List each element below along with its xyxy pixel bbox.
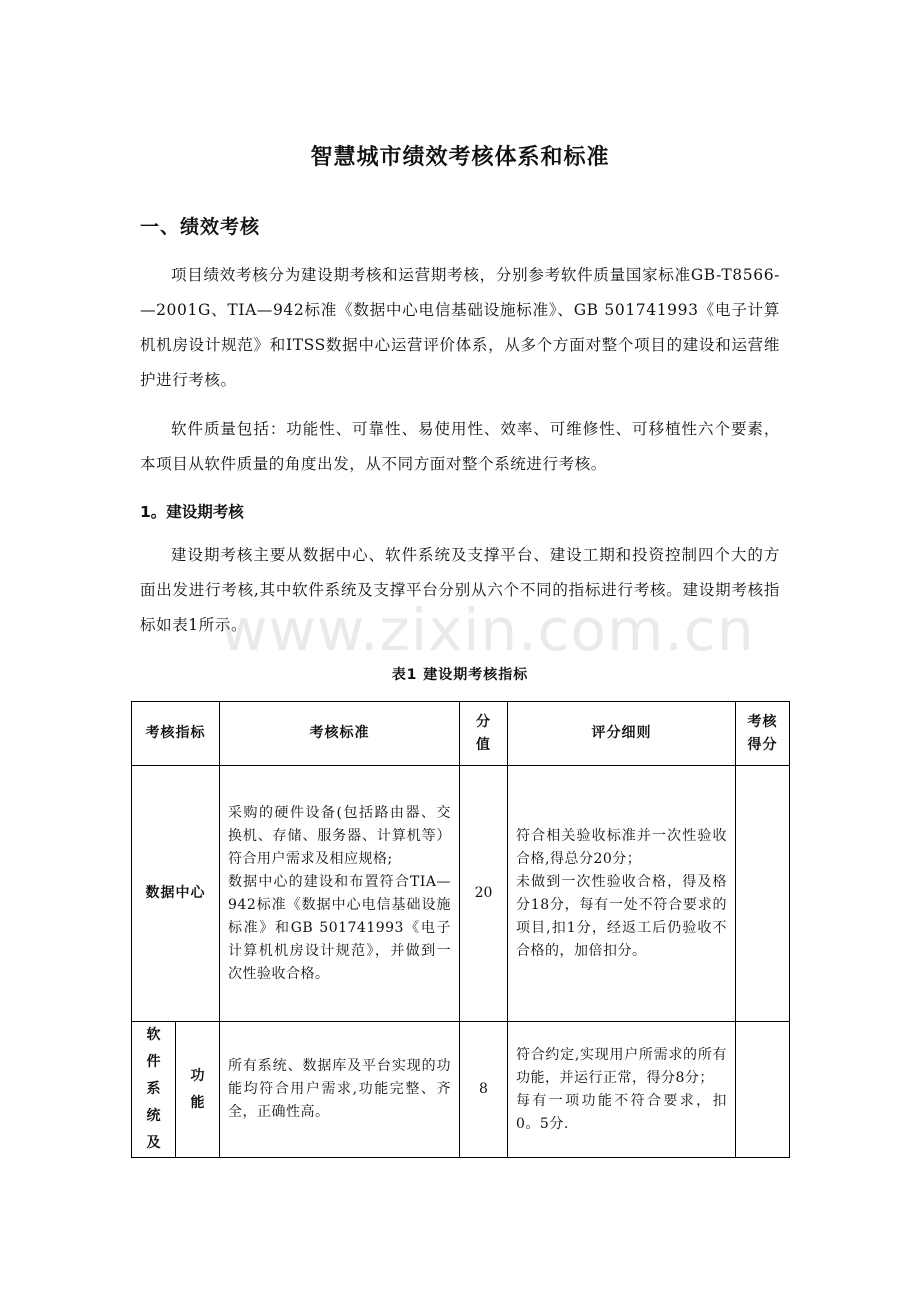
row-group-software-system: 软件系统及 — [132, 1022, 176, 1158]
header-result-score: 考核得分 — [736, 702, 790, 766]
table-caption: 表1 建设期考核指标 — [391, 667, 529, 683]
rules-text: 每有一项功能不符合要求，扣0。5分. — [516, 1092, 727, 1132]
row-score-value: 8 — [460, 1022, 508, 1158]
row-score-value: 20 — [460, 766, 508, 1022]
assessment-table — [131, 701, 790, 1158]
standard-text: 采购的硬件设备(包括路由器、交换机、存储、服务器、计算机等）符合用户需求及相应规格; — [228, 804, 451, 867]
row-rules — [508, 1022, 736, 1158]
row-result-score[interactable] — [736, 766, 790, 1022]
table-row — [132, 1022, 790, 1158]
row-sub-indicator-function: 功能 — [176, 1022, 220, 1158]
paragraph-construction-phase: 建设期考核主要从数据中心、软件系统及支撑平台、建设工期和投资控制四个大的方面出发进行考核,其中软件系统及支撑平台分别从六个不同的指标进行考核。建设期考核指标如表1所示。 — [140, 546, 780, 634]
table-row — [132, 766, 790, 1022]
row-standard: 所有系统、数据库及平台实现的功能均符合用户需求,功能完整、齐全，正确性高。 — [220, 1022, 460, 1158]
row-rules — [508, 766, 736, 1022]
header-indicator: 考核指标 — [132, 702, 220, 766]
rules-text: 符合相关验收标准并一次性验收合格,得总分20分； — [516, 827, 727, 867]
watermark: www.zixin.com.cn — [220, 596, 755, 664]
row-indicator-data-center: 数据中心 — [132, 766, 220, 1022]
rules-text: 符合约定,实现用户所需求的所有功能，并运行正常，得分8分； — [516, 1046, 727, 1086]
rules-text: 未做到一次性验收合格，得及格分18分，每有一处不符合要求的项目,扣1分，经返工后仍验收不合格的，加倍扣分。 — [516, 873, 727, 959]
standard-text: 数据中心的建设和布置符合TIA—942标准《数据中心电信基础设施标准》和GB 501741993《电子计算机机房设计规范》，并做到一次性验收合格。 — [228, 873, 451, 982]
paragraph-software-quality: 软件质量包括：功能性、可靠性、易使用性、效率、可维修性、可移植性六个要素，本项目从软件质量的角度出发，从不同方面对整个系统进行考核。 — [140, 420, 780, 473]
table-header-row — [132, 702, 790, 766]
header-standard: 考核标准 — [220, 702, 460, 766]
row-standard — [220, 766, 460, 1022]
header-score-value: 分值 — [460, 702, 508, 766]
subsection-heading: 1。建设期考核 — [140, 503, 244, 521]
header-rules: 评分细则 — [508, 702, 736, 766]
document-title: 智慧城市绩效考核体系和标准 — [310, 145, 610, 170]
row-result-score[interactable] — [736, 1022, 790, 1158]
paragraph-intro: 项目绩效考核分为建设期考核和运营期考核，分别参考软件质量国家标准GB-T8566-—2001G、TIA—942标准《数据中心电信基础设施标准》、GB 501741993《电子计算机机房设计规范》和ITSS数据中心运营评价体系，从多个方面对整个项目的建设和运营维护进行考核。 — [140, 266, 780, 389]
section-heading: 一、绩效考核 — [140, 216, 261, 238]
